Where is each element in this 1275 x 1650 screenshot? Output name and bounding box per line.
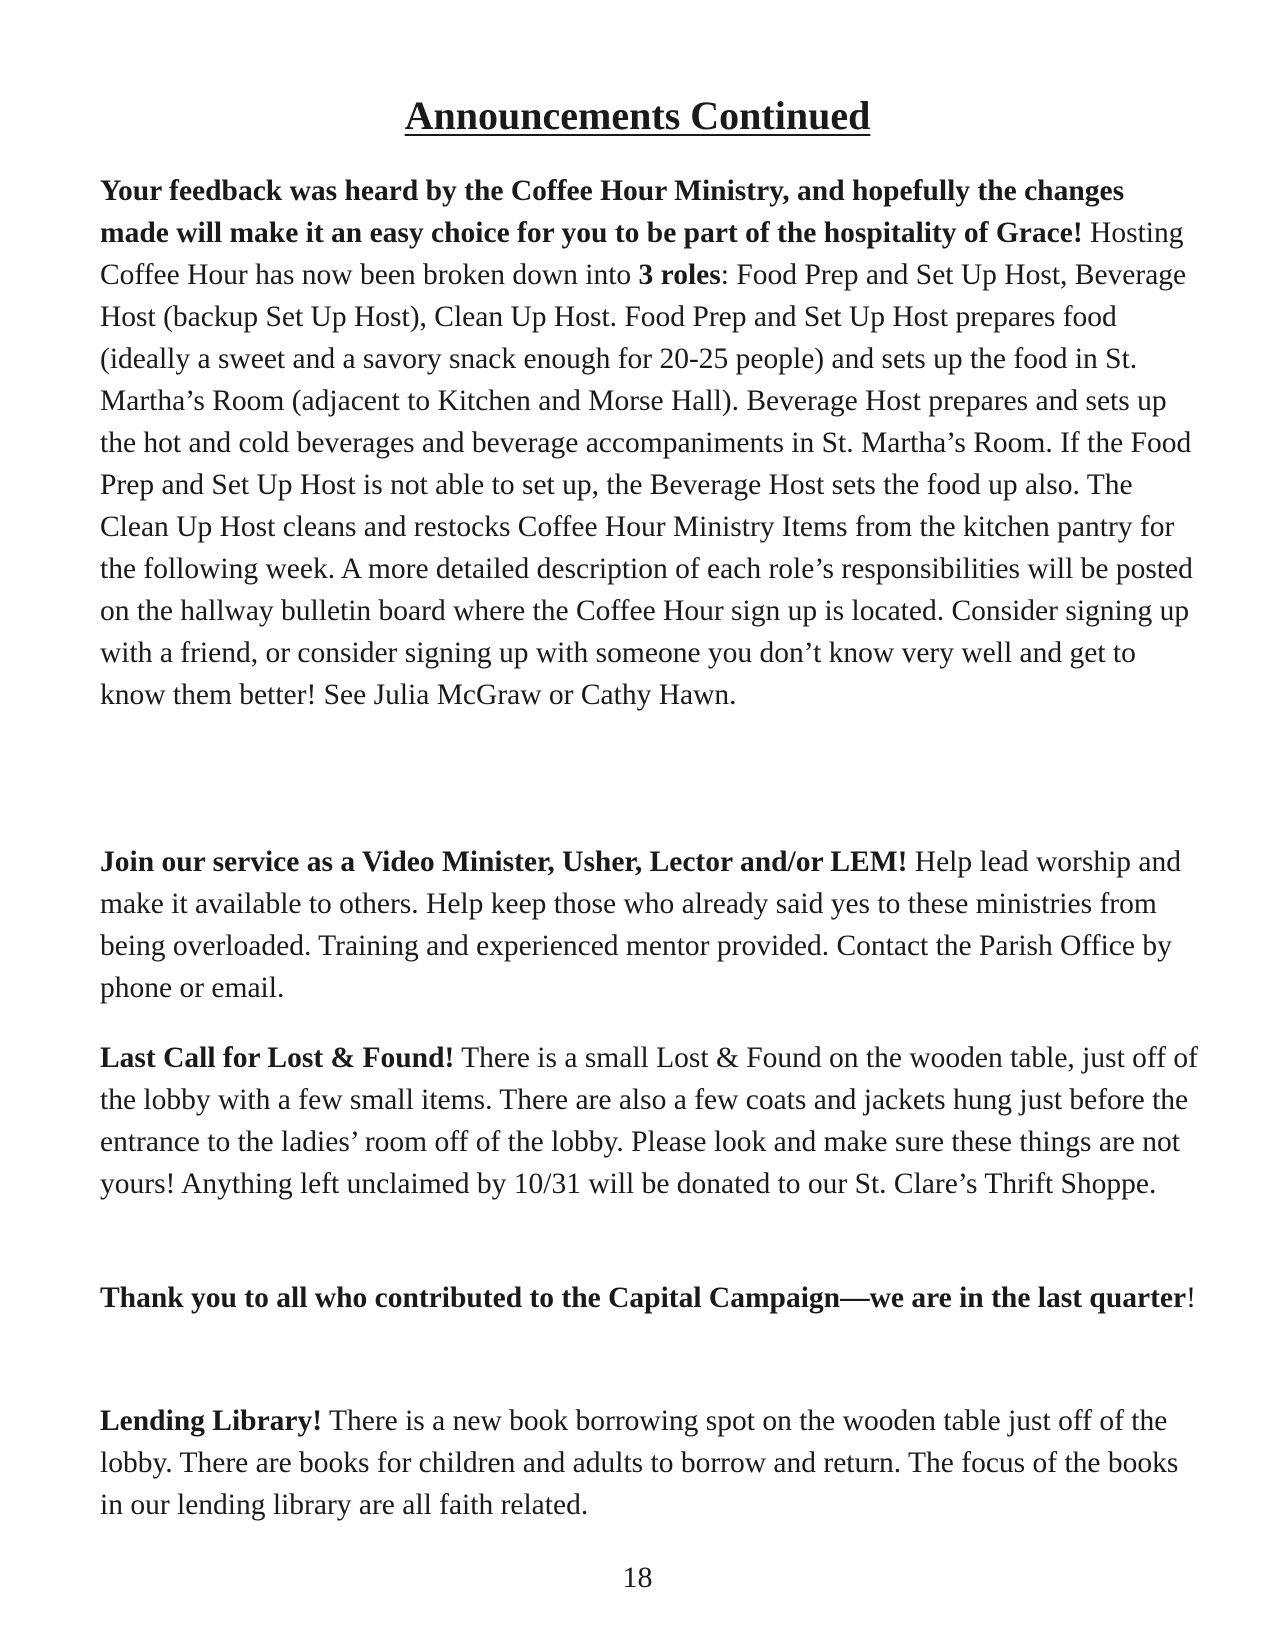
service-ministers-lead: Join our service as a Video Minister, Usher, Lector and/or LEM!	[100, 846, 908, 878]
service-ministers-text: Help lead worship and make it available to others. Help keep those who already said yes to these ministries from being overloaded. Training and experienced mentor provided. Contact the Parish Office by phone or email.	[100, 846, 1182, 1004]
coffee-hour-announcement	[100, 170, 1200, 716]
coffee-hour-text-1: Hosting Coffee Hour has now been broken down into	[100, 217, 1184, 291]
lost-found-text: There is a small Lost & Found on the wooden table, just off of the lobby with a few small items. There are also a few coats and jackets hung just before the entrance to the ladies’ room off of the lobby. Please look and make sure these things are not yours! Anything left unclaimed by 10/31 will be donated to our St. Clare’s Thrift Shoppe.	[100, 1042, 1198, 1200]
coffee-hour-lead: Your feedback was heard by the Coffee Hour Ministry, and hopefully the changes made will make it an easy choice for you to be part of the hospitality of Grace!	[100, 175, 1125, 249]
service-ministers-announcement	[100, 841, 1200, 1009]
lost-found-announcement	[100, 1037, 1200, 1205]
lending-library-text: There is a new book borrowing spot on the wooden table just off of the lobby. There are books for children and adults to borrow and return. The focus of the books in our lending library are all faith related.	[100, 1405, 1179, 1521]
coffee-hour-text-2: : Food Prep and Set Up Host, Beverage Host (backup Set Up Host), Clean Up Host. Food Prep and Set Up Host prepares food (ideally a sweet and a savory snack enough for 20-25 people) and sets up the food in St. Martha’s Room (adjacent to Kitchen and Morse Hall). Beverage Host prepares and sets up the hot and cold beverages and beverage accompaniments in St. Martha’s Room. If the Food Prep and Set Up Host is not able to set up, the Beverage Host sets the food up also. The Clean Up Host cleans and restocks Coffee Hour Ministry Items from the kitchen pantry for the following week. A more detailed description of each role’s responsibilities will be posted on the hallway bulletin board where the Coffee Hour sign up is located. Consider signing up with a friend, or consider signing up with someone you don’t know very well and get to know them better! See Julia McGraw or Cathy Hawn.	[100, 259, 1193, 711]
lending-library-announcement	[100, 1400, 1200, 1526]
page-title: Announcements Continued	[404, 93, 871, 138]
capital-campaign-lead: Thank you to all who contributed to the Capital Campaign—we are in the last quarter	[100, 1282, 1187, 1314]
coffee-hour-roles: 3 roles	[638, 259, 721, 291]
capital-campaign-text: !	[1186, 1282, 1196, 1314]
lost-found-lead: Last Call for Lost & Found!	[100, 1042, 455, 1074]
capital-campaign-announcement	[100, 1277, 1200, 1319]
page-number: 18	[622, 1561, 653, 1594]
lending-library-lead: Lending Library!	[100, 1405, 323, 1437]
